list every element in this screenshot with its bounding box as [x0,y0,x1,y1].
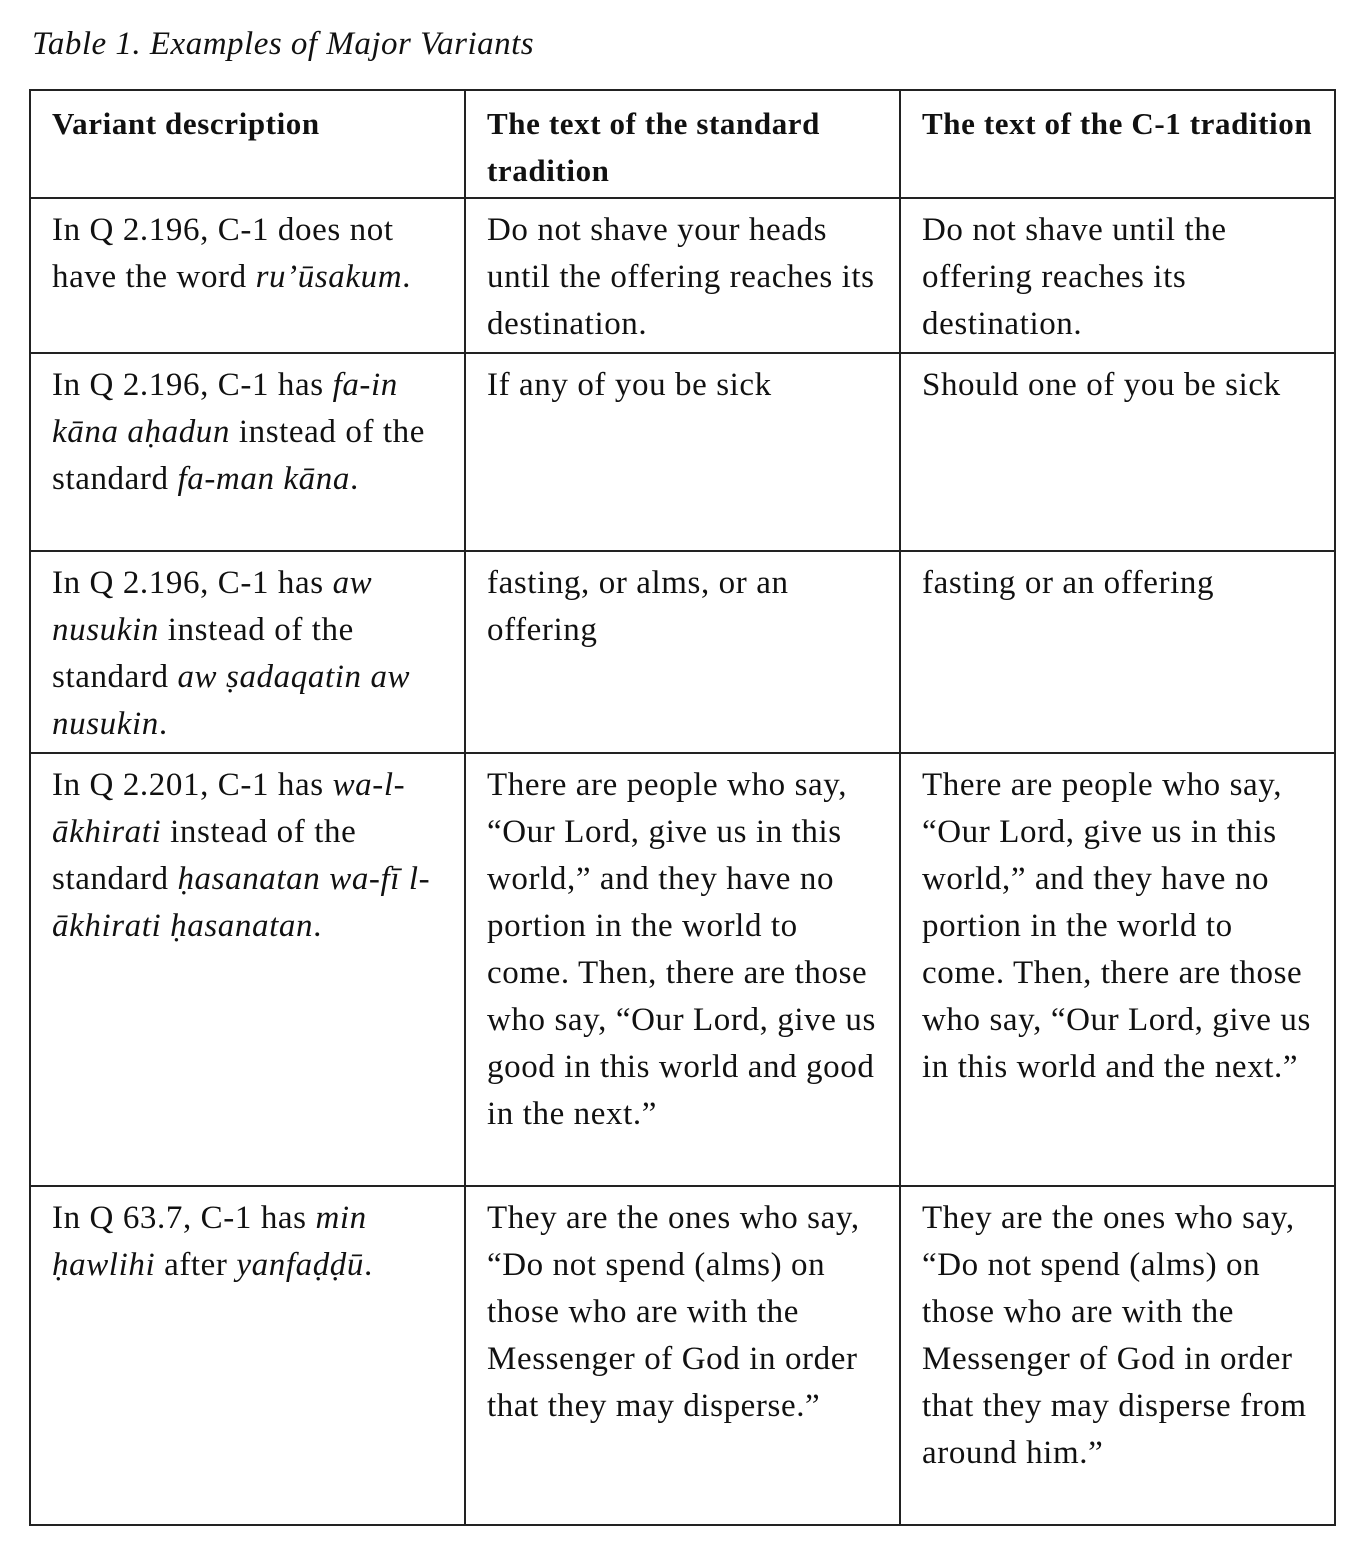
standard-text-cell: They are the ones who say, “Do not spend (alms) on those who are with the Messenger of God in order that they may disperse.” [465,1186,900,1525]
variant-term: ru’ūsakum [255,259,403,295]
header-variant-description: Variant description [30,90,465,198]
variant-text: instead of the standard [52,612,354,695]
table-header-row [30,90,1335,198]
table-row [30,198,1335,353]
variant-term: aw nusukin [52,565,373,648]
variant-text: In Q 2.196, C-1 has [52,565,333,601]
variant-term: fa-man kāna [177,461,350,497]
variant-term: yanfaḍḍū [236,1247,364,1283]
header-standard-tradition: The text of the standard tradition [465,90,900,198]
variant-text: In Q 2.196, C-1 has [52,367,333,403]
variant-text: . [402,259,412,295]
table-row [30,353,1335,551]
variant-term: wa-l-ākhirati [52,767,406,850]
table-row [30,1186,1335,1525]
variant-term: fa-in kāna aḥadun [52,367,398,450]
variant-text: In Q 2.201, C-1 has [52,767,333,803]
standard-text-cell: Do not shave your heads until the offering reaches its destination. [465,198,900,353]
variant-description-cell [30,1186,465,1525]
variant-term: ḥasanatan wa-fī l-ākhirati ḥasanatan [52,861,431,944]
variant-text: . [364,1247,373,1283]
variant-term: aw ṣadaqatin aw nusukin [52,659,411,742]
variant-text: after [155,1247,237,1283]
variant-description-cell [30,551,465,753]
variant-text: . [158,706,168,742]
c1-text-cell: fasting or an offering [900,551,1335,753]
variants-table [29,89,1336,1526]
variant-text: In Q 2.196, C-1 does not have the word [52,212,394,295]
variant-text: . [349,461,359,497]
standard-text-cell: There are people who say, “Our Lord, give us in this world,” and they have no portion in the world to come. Then, there are those who say, “Our Lord, give us good in this world and good in the next.” [465,753,900,1186]
standard-text-cell: If any of you be sick [465,353,900,551]
variant-description-cell [30,198,465,353]
c1-text-cell: Do not shave until the offering reaches its destination. [900,198,1335,353]
variant-text: In Q 63.7, C-1 has [52,1200,316,1236]
variant-text: instead of the standard [52,414,426,497]
c1-text-cell: Should one of you be sick [900,353,1335,551]
variant-term: min ḥawlihi [52,1200,367,1283]
variant-description-cell [30,353,465,551]
standard-text-cell: fasting, or alms, or an offering [465,551,900,753]
table-row [30,753,1335,1186]
c1-text-cell: There are people who say, “Our Lord, give us in this world,” and they have no portion in the world to come. Then, there are those who say, “Our Lord, give us in this world and the next.” [900,753,1335,1186]
c1-text-cell: They are the ones who say, “Do not spend (alms) on those who are with the Messenger of God in order that they may disperse from around him.” [900,1186,1335,1525]
table-caption: Table 1. Examples of Major Variants [32,26,535,62]
header-c1-tradition: The text of the C-1 tradition [900,90,1335,198]
variant-description-cell [30,753,465,1186]
variant-text: . [313,908,322,944]
variant-text: instead of the standard [52,814,357,897]
table-row [30,551,1335,753]
